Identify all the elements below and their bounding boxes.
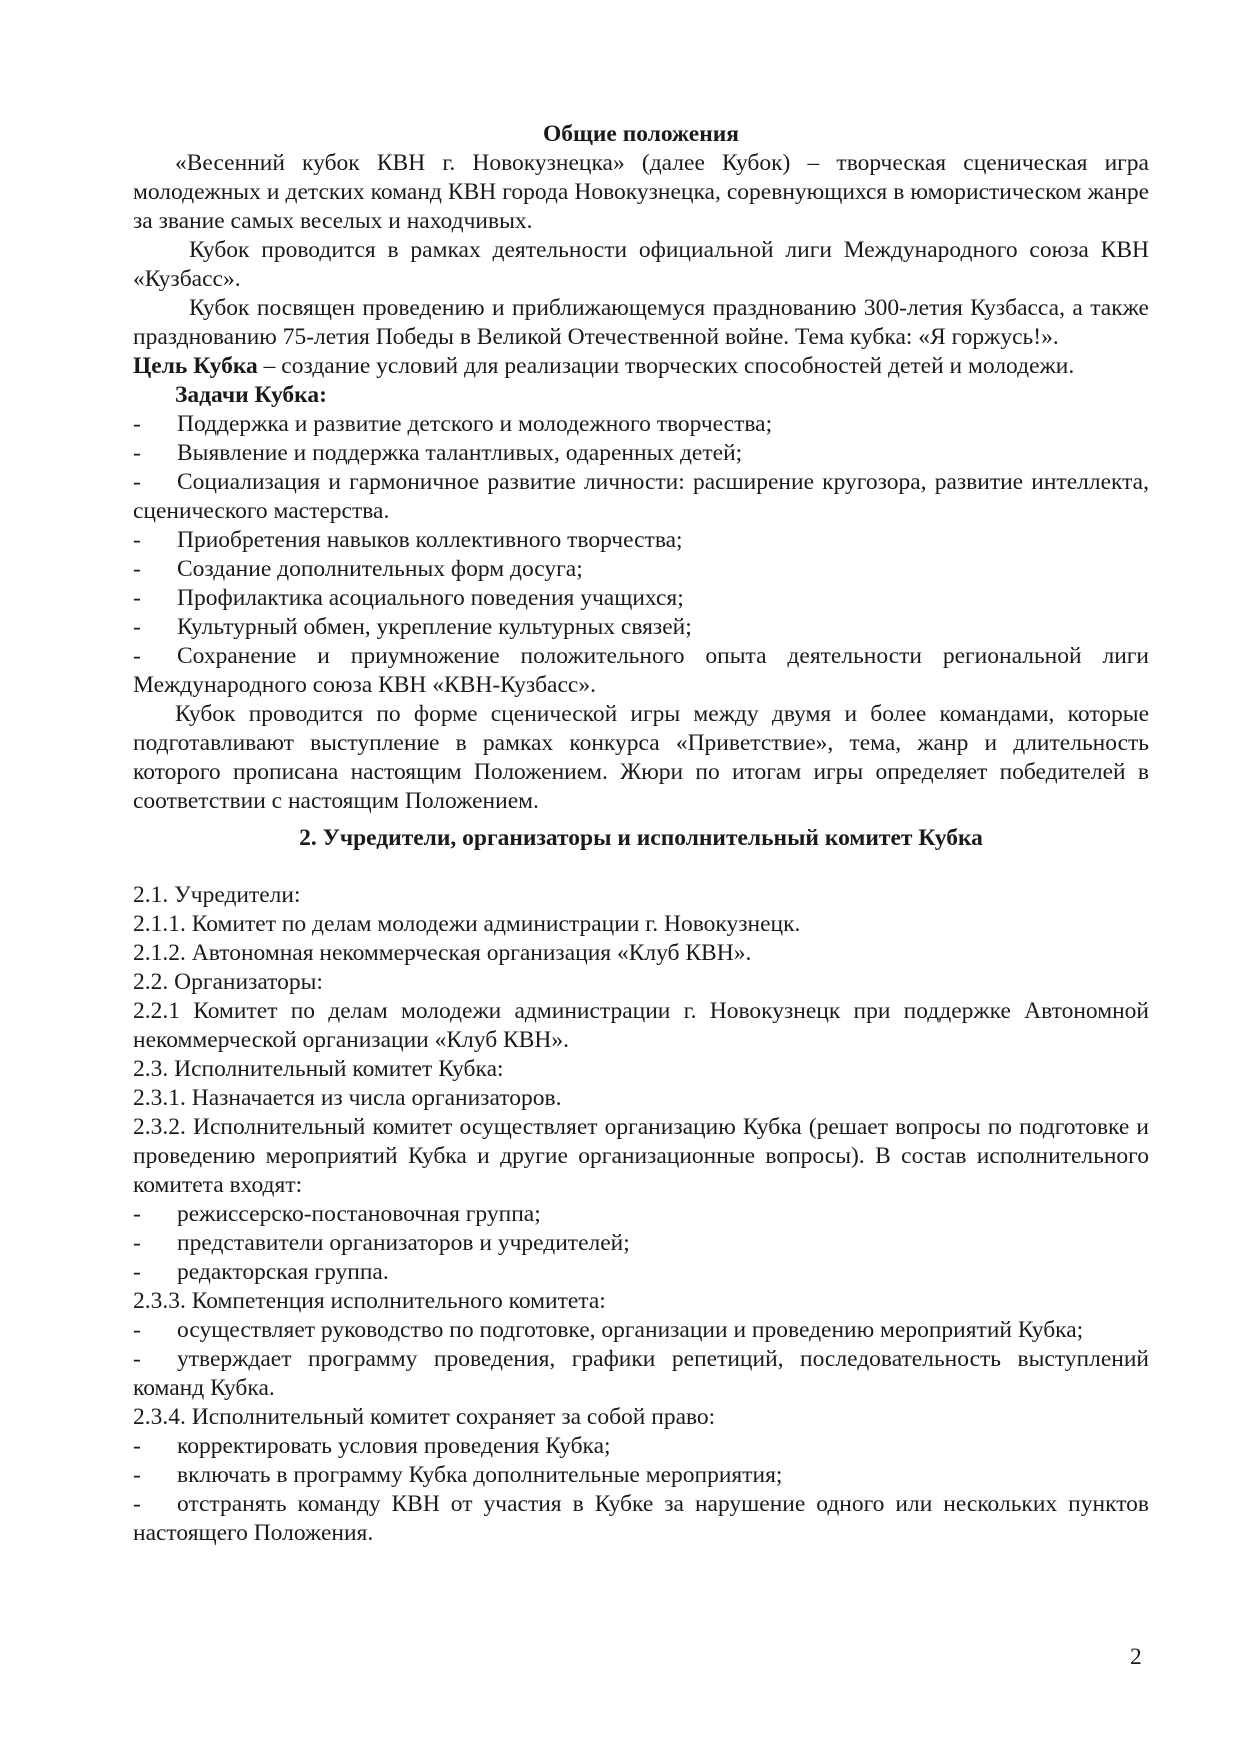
clause: 2.3.3. Компетенция исполнительного комитета: xyxy=(133,1288,606,1314)
goal-label: Цель Кубка xyxy=(133,353,258,379)
clause: 2.2. Организаторы: xyxy=(133,969,323,995)
clause: 2.3.2. Исполнительный комитет осуществляет организацию Кубка (решает вопросы по подготовке и проведению мероприятий Кубка и другие организационные вопросы). В состав исполнительного комитета входят: xyxy=(133,1114,1149,1198)
clause: 2.1.2. Автономная некоммерческая организация «Клуб КВН». xyxy=(133,940,752,966)
clause: 2.1. Учредители: xyxy=(133,882,301,908)
list-item: - корректировать условия проведения Кубка; xyxy=(133,1433,611,1459)
goal-text: – создание условий для реализации творческих способностей детей и молодежи. xyxy=(257,353,1075,379)
clause: 2.3.1. Назначается из числа организаторов. xyxy=(133,1085,562,1111)
list-item: - представители организаторов и учредителей; xyxy=(133,1230,630,1256)
list-item: - Профилактика асоциального поведения учащихся; xyxy=(133,585,684,611)
list-item: - Поддержка и развитие детского и молодежного творчества; xyxy=(133,411,773,437)
paragraph-dedication: Кубок посвящен проведению и приближающемуся празднованию 300-летия Кузбасса, а также празднованию 75-летия Победы в Великой Отечественной войне. Тема кубка: «Я горжусь!». xyxy=(133,295,1149,350)
clause: 2.3.4. Исполнительный комитет сохраняет за собой право: xyxy=(133,1404,716,1430)
section-title-general: Общие положения xyxy=(543,121,739,147)
list-item: - Создание дополнительных форм досуга; xyxy=(133,556,583,582)
tasks-heading: Задачи Кубка: xyxy=(175,382,327,408)
list-item: - включать в программу Кубка дополнительные мероприятия; xyxy=(133,1462,783,1488)
page-content xyxy=(133,120,1149,1548)
list-item: - осуществляет руководство по подготовке, организации и проведению мероприятий Кубка; xyxy=(133,1317,1084,1343)
list-item: - Культурный обмен, укрепление культурных связей; xyxy=(133,614,692,640)
list-item: - утверждает программу проведения, графики репетиций, последовательность выступлений команд Кубка. xyxy=(133,1346,1149,1401)
list-item: - Выявление и поддержка талантливых, одаренных детей; xyxy=(133,440,743,466)
list-item: - отстранять команду КВН от участия в Кубке за нарушение одного или нескольких пунктов настоящего Положения. xyxy=(133,1491,1149,1546)
paragraph-goal xyxy=(133,352,1149,381)
list-item: - редакторская группа. xyxy=(133,1259,389,1285)
list-item: - режиссерско-постановочная группа; xyxy=(133,1201,541,1227)
paragraph-league: Кубок проводится в рамках деятельности официальной лиги Международного союза КВН «Кузбасс». xyxy=(133,237,1149,292)
page-number: 2 xyxy=(1130,1644,1142,1670)
paragraph-format: Кубок проводится по форме сценической игры между двумя и более командами, которые подготавливают выступление в рамках конкурса «Приветствие», тема, жанр и длительность которого прописана настоящим Положением. Жюри по итогам игры определяет победителей в соответствии с настоящим Положением. xyxy=(133,701,1149,814)
paragraph-intro: «Весенний кубок КВН г. Новокузнецка» (далее Кубок) – творческая сценическая игра молодежных и детских команд КВН города Новокузнецка, соревнующихся в юмористическом жанре за звание самых веселых и находчивых. xyxy=(133,150,1149,234)
list-item: - Сохранение и приумножение положительного опыта деятельности региональной лиги Международного союза КВН «КВН-Кузбасс». xyxy=(133,643,1149,698)
list-item: - Социализация и гармоничное развитие личности: расширение кругозора, развитие интеллекта, сценического мастерства. xyxy=(133,469,1149,524)
section-title-founders: 2. Учредители, организаторы и исполнительный комитет Кубка xyxy=(299,825,983,851)
list-item: - Приобретения навыков коллективного творчества; xyxy=(133,527,683,553)
clause: 2.2.1 Комитет по делам молодежи администрации г. Новокузнецк при поддержке Автономной некоммерческой организации «Клуб КВН». xyxy=(133,998,1149,1053)
clause: 2.3. Исполнительный комитет Кубка: xyxy=(133,1056,504,1082)
clause: 2.1.1. Комитет по делам молодежи администрации г. Новокузнецк. xyxy=(133,911,801,937)
